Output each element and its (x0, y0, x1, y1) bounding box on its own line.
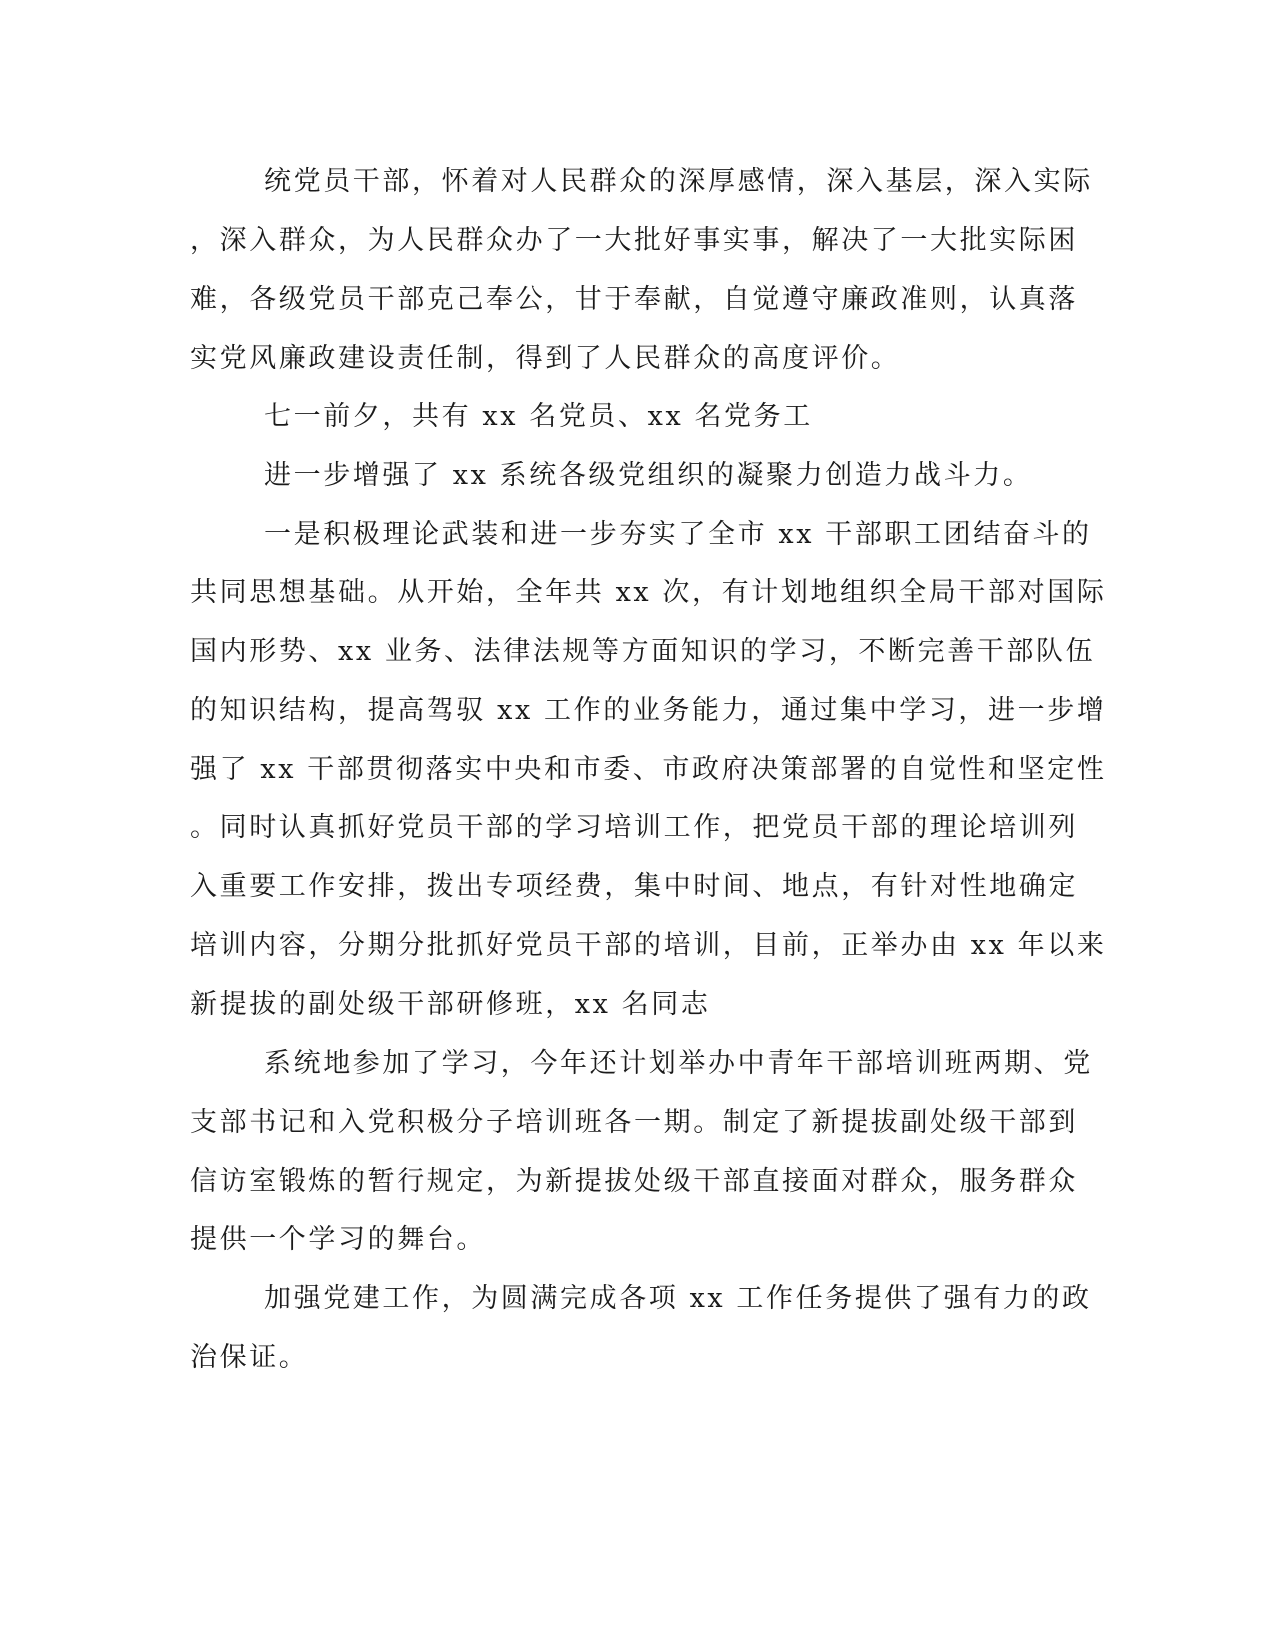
text-line: 加强党建工作，为圆满完成各项 xx 工作任务提供了强有力的政 (264, 1283, 1092, 1314)
text-line: 新提拔的副处级干部研修班，xx 名同志 (190, 989, 711, 1020)
text-line: 统党员干部，怀着对人民群众的深厚感情，深入基层，深入实际 (264, 166, 1093, 197)
text-line: 系统地参加了学习，今年还计划举办中青年干部培训班两期、党 (264, 1048, 1093, 1079)
text-line: 一是积极理论武装和进一步夯实了全市 xx 干部职工团结奋斗的 (264, 519, 1092, 550)
text-line: 。同时认真抓好党员干部的学习培训工作，把党员干部的理论培训列 (190, 812, 1078, 843)
text-line: 国内形势、xx 业务、法律法规等方面知识的学习，不断完善干部队伍 (190, 636, 1096, 667)
text-line: ，深入群众，为人民群众办了一大批好事实事，解决了一大批实际困 (190, 225, 1078, 256)
text-line: 进一步增强了 xx 系统各级党组织的凝聚力创造力战斗力。 (264, 460, 1033, 491)
text-line: 七一前夕，共有 xx 名党员、xx 名党务工 (264, 401, 813, 432)
text-line: 培训内容，分期分批抓好党员干部的培训，目前，正举办由 xx 年以来 (190, 930, 1107, 961)
text-line: 入重要工作安排，拨出专项经费，集中时间、地点，有针对性地确定 (190, 871, 1078, 902)
text-line: 共同思想基础。从开始，全年共 xx 次，有计划地组织全局干部对国际 (190, 577, 1107, 608)
text-line: 强了 xx 干部贯彻落实中央和市委、市政府决策部署的自觉性和坚定性 (190, 754, 1107, 785)
text-line: 治保证。 (190, 1342, 309, 1373)
text-line: 提供一个学习的舞台。 (190, 1224, 486, 1255)
text-line: 的知识结构，提高驾驭 xx 工作的业务能力，通过集中学习，进一步增 (190, 695, 1107, 726)
text-line: 实党风廉政建设责任制，得到了人民群众的高度评价。 (190, 343, 901, 374)
text-line: 支部书记和入党积极分子培训班各一期。制定了新提拔副处级干部到 (190, 1107, 1078, 1138)
text-line: 信访室锻炼的暂行规定，为新提拔处级干部直接面对群众，服务群众 (190, 1166, 1078, 1197)
text-line: 难，各级党员干部克己奉公，甘于奉献，自觉遵守廉政准则，认真落 (190, 284, 1078, 315)
